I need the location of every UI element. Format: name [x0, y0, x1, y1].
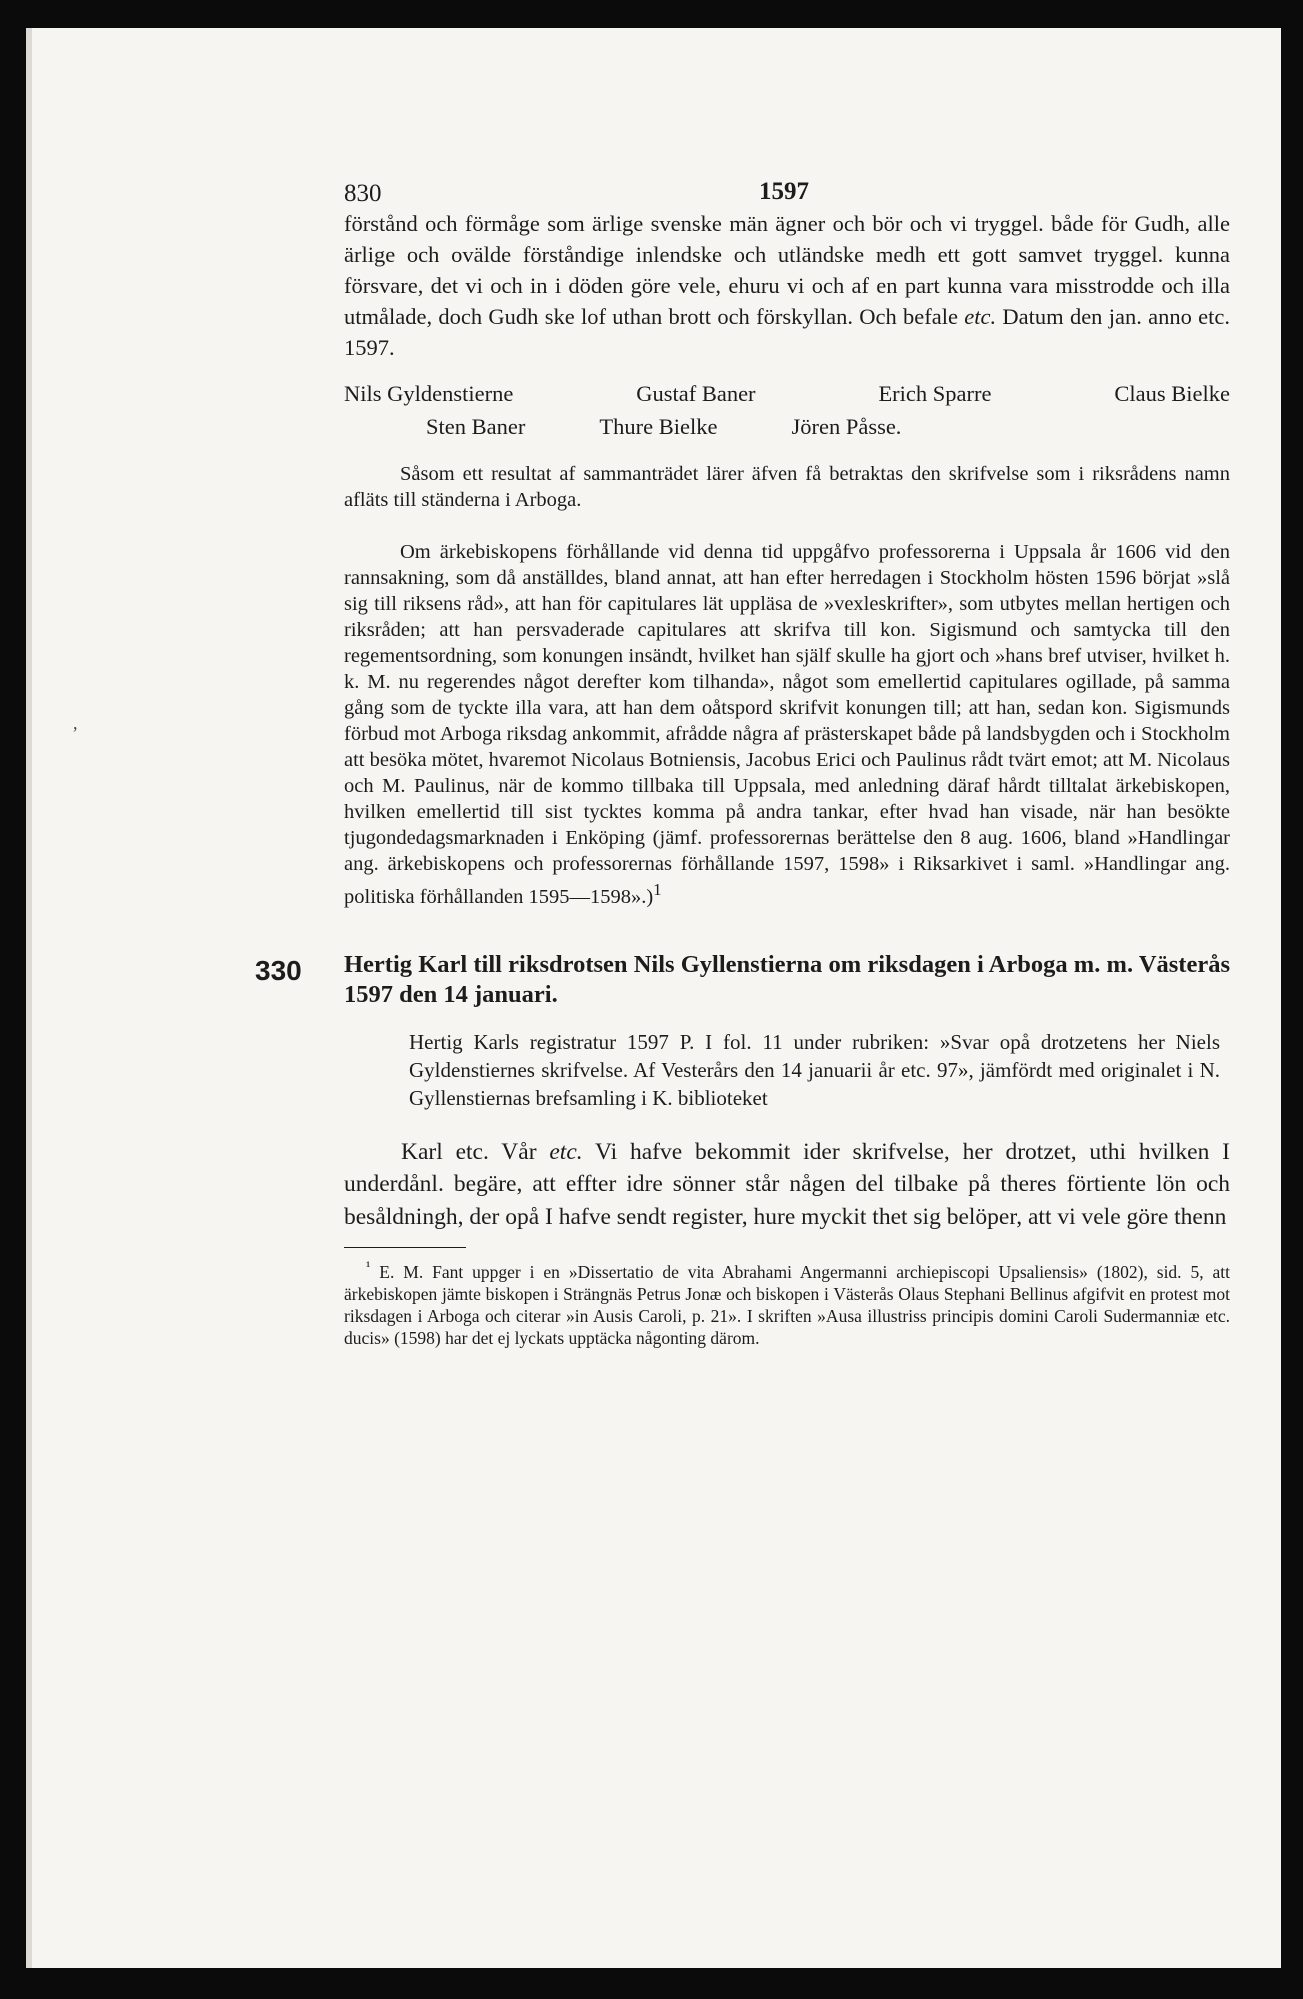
letter-text: [315, 1136, 1230, 1234]
page-number: 830: [344, 180, 382, 207]
signature: Jören Påsse.: [791, 414, 902, 439]
signature: Gustaf Baner: [636, 381, 756, 406]
signature: Thure Bielke: [599, 414, 718, 439]
paragraph-etc: etc.: [964, 304, 997, 329]
document-title: Hertig Karl till riksdrotsen Nils Gyllenstierna om riksdagen i Arboga m. m. Västerås 1597 den 14 januari.: [344, 950, 1230, 1008]
letter-start: Karl etc. Vår: [401, 1138, 550, 1165]
paragraph-text: förstånd och förmåge som ärlige svenske män ägner och bör och vi tryggel. både för Gudh, alle ärlige och ovälde förståndige inlendske och utländske medh ett gott samvet tryggel. kunna försvare, det vi och in i döden göre vele, ehuru vi och af en part kunna vara misstrodde och illa utmålade, doch Gudh ske lof uthan brott och förskyllan. Och befale: [344, 211, 1230, 329]
signature: Nils Gyldenstierne: [344, 381, 514, 406]
signatures: [315, 377, 1230, 443]
archbishop-paragraph: [315, 539, 1230, 910]
running-year: 1597: [759, 178, 809, 205]
footnote: [315, 1256, 1230, 1349]
editorial-note: Såsom ett resultat af sammanträdet lärer äfven få betraktas den skrifvelse som i riksrådens namn afläts till ständerna i Arboga.: [344, 463, 1230, 511]
margin-mark: ,: [73, 713, 78, 733]
running-head: [315, 160, 1230, 207]
footnote-marker: ¹: [366, 1259, 371, 1276]
document-heading: [255, 950, 1230, 1010]
document-source: Hertig Karls registratur 1597 P. I fol. 11 under rubriken: »Svar opå drotzetens her Niels Gyldenstiernes skrifvelse. Af Vesterårs den 14 januarii år etc. 97», jämfördt med originalet i N. Gyllenstiernas brefsamling i K. biblioteket: [409, 1029, 1220, 1110]
signature-row: [344, 410, 1230, 443]
document-number: 330: [255, 954, 302, 986]
signature: Claus Bielke: [1114, 381, 1230, 406]
footnote-text: E. M. Fant uppger i en »Dissertatio de vita Abrahami Angermanni archiepiscopi Upsaliensis» (1802), sid. 5, att ärkebiskopen jämte biskopen i Strängnäs Petrus Jonæ och biskopen i Västerås Olaus Stephani Bellinus afgifvit en protest mot riksdagen i Arboga och citerar »in Ausis Caroli, p. 21». I skriften »Ausa illustriss principis domini Caroli Sudermanniæ etc. ducis» (1598) har det ej lyckats upptäcka någonting därom.: [344, 1262, 1230, 1349]
page-content: [255, 160, 1230, 1349]
book-page: [26, 28, 1282, 1968]
letter-rest: Vi hafve bekommit ider skrifvelse, her drotzet, uthi hvilken I underdånl. begäre, att effter idre sönner står någen del tilbake på theres förtiente lön och besåldningh, der opå I hafve sendt register, hure myckit thet sig belöper, att vi vele göre thenn: [344, 1138, 1230, 1230]
paragraph-date: Datum den jan. anno etc. 1597.: [344, 304, 1230, 360]
footnote-body: [344, 1256, 1230, 1349]
signature: Sten Baner: [426, 414, 526, 439]
letter-body: [344, 1136, 1230, 1234]
letter-etc: etc.: [549, 1138, 583, 1165]
signature: Erich Sparre: [878, 381, 992, 406]
scan-edge: [1281, 0, 1303, 1999]
footnote-ref: 1: [653, 880, 662, 899]
archbishop-text: Om ärkebiskopens förhållande vid denna tid uppgåfvo professorerna i Uppsala år 1606 vid den rannsakning, som då anställdes, bland annat, att han efter herredagen i Stockholm hösten 1596 börjat »slå sig till riksens råd», att han för capitulares lät uppläsa de »vexleskrifter», som utbytes mellan hertigen och riksråden; att han persvaderade capitulares att skrifva till kon. Sigismund och samtycka till den regementsordning, som konungen insändt, hvilket han själf skulle ha gjort och »hans bref utviser, hvilket h. k. M. nu regerendes något derefter kom tilhanda», något som emellertid capitulares ogillade, på samma gång som de tyckte illa vara, att han dem oåtspord skrifvit konungen till; att han, sedan kon. Sigismunds förbud mot Arboga riksdag ankommit, afrådde några af prästerskapet både på landsbygden och i Stockholm att besöka mötet, hvaremot Nicolaus Botniensis, Jacobus Erici och Paulinus rådt tvärt emot; att M. Nicolaus och M. Paulinus, när de kommo tillbaka till Uppsala, med anledning däraf hårdt tilltalat ärkebiskopen, hvilken emellertid till sist tycktes komma på andra tankar, efter hvad han visade, när han besökte tjugondedagsmarknaden i Enköping (jämf. professorernas berättelse den 8 aug. 1606, bland »Handlingar ang. ärkebiskopens och professorernas förhållande 1597, 1598» i Riksarkivet i saml. »Handlingar ang. politiska förhållanden 1595—1598».): [344, 541, 1230, 908]
paragraph-continuation: [315, 208, 1230, 363]
signature-row: [344, 377, 1230, 410]
footnote-rule: [344, 1247, 466, 1248]
